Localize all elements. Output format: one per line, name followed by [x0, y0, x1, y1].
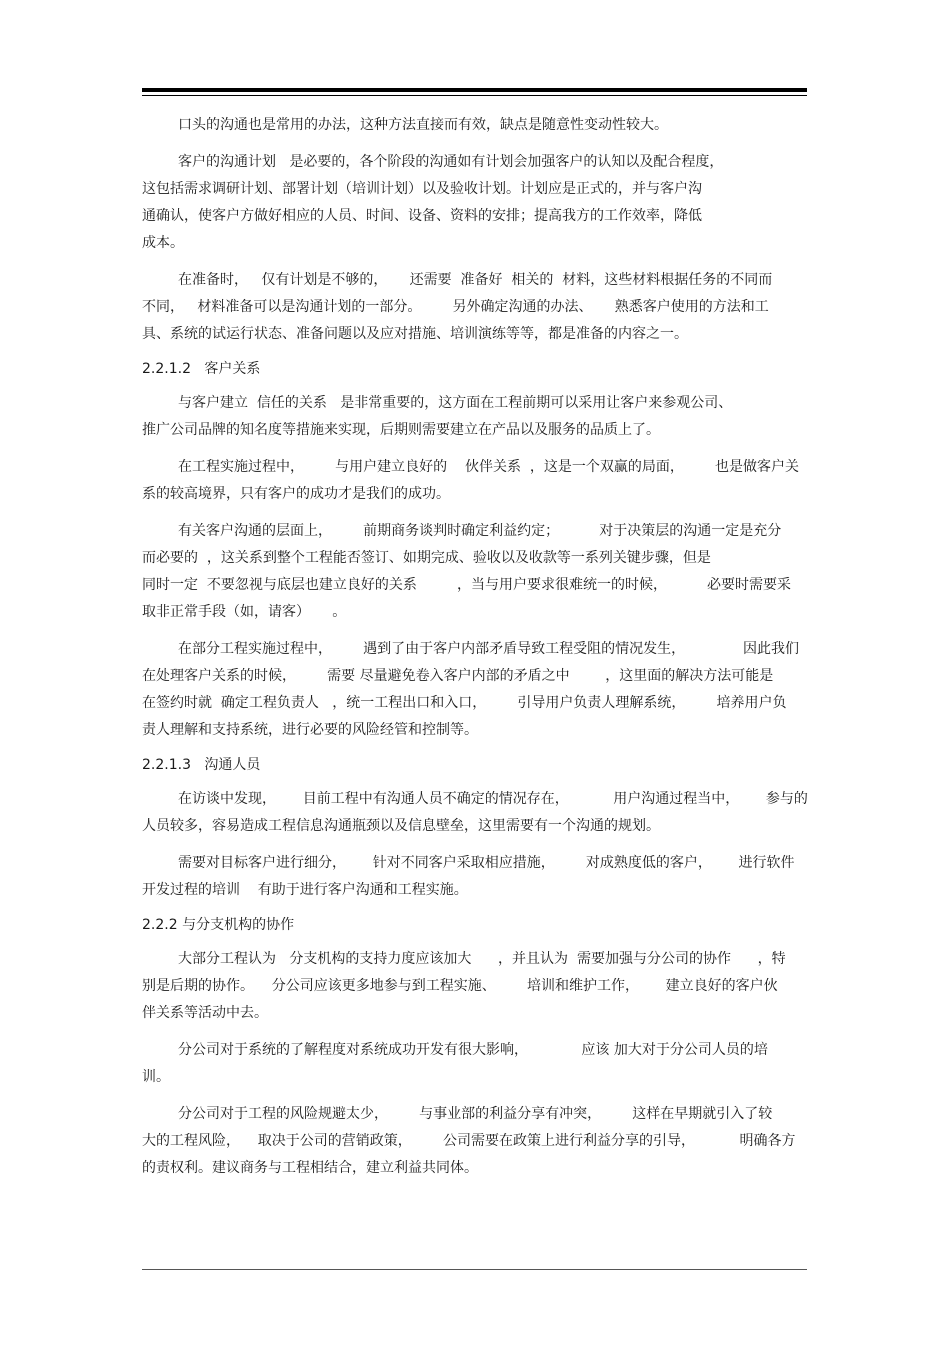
paragraph	[142, 636, 807, 744]
paragraph	[142, 390, 807, 444]
paragraph-line: 别是后期的协作。 分公司应该更多地参与到工程实施、 培训和维护工作， 建立良好的客户伙	[142, 978, 778, 994]
paragraph	[142, 149, 807, 257]
paragraph-line: 有关客户沟通的层面上， 前期商务谈判时确定利益约定； 对于决策层的沟通一定是充分	[178, 523, 782, 539]
paragraph-line: 分公司对于系统的了解程度对系统成功开发有很大影响， 应该 加大对于分公司人员的培	[178, 1042, 768, 1058]
paragraph-line: 取非正常手段（如，请客） 。	[142, 604, 347, 620]
paragraph-line: 在工程实施过程中， 与用户建立良好的 伙伴关系 ，这是一个双赢的局面， 也是做客户关	[178, 459, 800, 475]
section-heading: 2.2.2 与分支机构的协作	[142, 917, 295, 933]
paragraph	[142, 267, 807, 348]
paragraph-line: 大部分工程认为 分支机构的支持力度应该加大 ，并且认为 需要加强与分公司的协作 ，特	[178, 951, 786, 967]
header-rule-thin	[142, 95, 807, 96]
paragraph-line: 这包括需求调研计划、部署计划（培训计划）以及验收计划。计划应是正式的，并与客户沟	[142, 181, 702, 197]
paragraph-line: 开发过程的培训 有助于进行客户沟通和工程实施。	[142, 882, 468, 898]
paragraph-line: 不同， 材料准备可以是沟通计划的一部分。 另外确定沟通的办法、 熟悉客户使用的方法和工	[142, 299, 769, 315]
paragraph	[142, 1101, 807, 1182]
paragraph-line: 在处理客户关系的时候， 需要 尽量避免卷入客户内部的矛盾之中 ，这里面的解决方法可能是	[142, 668, 774, 684]
paragraph-line: 的责权利。建议商务与工程相结合，建立利益共同体。	[142, 1160, 478, 1176]
paragraph-line: 在准备时， 仅有计划是不够的， 还需要 准备好 相关的 材料，这些材料根据任务的不同而	[178, 272, 773, 288]
paragraph-line: 而必要的 ，这关系到整个工程能否签订、如期完成、验收以及收款等一系列关键步骤，但是	[142, 550, 711, 566]
footer-rule	[142, 1269, 807, 1270]
document-body	[142, 112, 807, 1192]
paragraph-line: 分公司对于工程的风险规避太少， 与事业部的利益分享有冲突， 这样在早期就引入了较	[178, 1106, 773, 1122]
paragraph-line: 成本。	[142, 235, 184, 251]
paragraph	[142, 518, 807, 626]
paragraph-line: 通确认，使客户方做好相应的人员、时间、设备、资料的安排；提高我方的工作效率，降低	[142, 208, 702, 224]
paragraph	[142, 112, 807, 139]
paragraph-line: 在访谈中发现， 目前工程中有沟通人员不确定的情况存在， 用户沟通过程当中， 参与的	[178, 791, 808, 807]
paragraph-line: 大的工程风险， 取决于公司的营销政策， 公司需要在政策上进行利益分享的引导， 明确各方	[142, 1133, 796, 1149]
paragraph-line: 训。	[142, 1069, 170, 1085]
paragraph-line: 口头的沟通也是常用的办法，这种方法直接而有效，缺点是随意性变动性较大。	[178, 117, 668, 133]
paragraph-line: 系的较高境界，只有客户的成功才是我们的成功。	[142, 486, 450, 502]
paragraph-line: 推广公司品牌的知名度等措施来实现，后期则需要建立在产品以及服务的品质上了。	[142, 422, 660, 438]
header-rule-thick	[142, 88, 807, 92]
paragraph	[142, 850, 807, 904]
paragraph-line: 具、系统的试运行状态、准备问题以及应对措施、培训演练等等，都是准备的内容之一。	[142, 326, 688, 342]
paragraph-line: 同时一定 不要忽视与底层也建立良好的关系 ，当与用户要求很难统一的时候， 必要时需要采	[142, 577, 792, 593]
paragraph-line: 客户的沟通计划 是必要的，各个阶段的沟通如有计划会加强客户的认知以及配合程度，	[178, 154, 724, 170]
paragraph-line: 与客户建立 信任的关系 是非常重要的，这方面在工程前期可以采用让客户来参观公司、	[178, 395, 733, 411]
paragraph-line: 需要对目标客户进行细分， 针对不同客户采取相应措施， 对成熟度低的客户， 进行软件	[178, 855, 795, 871]
paragraph	[142, 786, 807, 840]
paragraph	[142, 946, 807, 1027]
section-heading: 2.2.1.3 沟通人员	[142, 757, 261, 773]
paragraph	[142, 454, 807, 508]
paragraph	[142, 1037, 807, 1091]
paragraph-line: 伴关系等活动中去。	[142, 1005, 268, 1021]
paragraph-line: 责人理解和支持系统，进行必要的风险经管和控制等。	[142, 722, 478, 738]
paragraph-line: 在签约时就 确定工程负责人 ，统一工程出口和入口， 引导用户负责人理解系统， 培养用户负	[142, 695, 787, 711]
section-heading: 2.2.1.2 客户关系	[142, 361, 261, 377]
paragraph-line: 人员较多，容易造成工程信息沟通瓶颈以及信息壁垒，这里需要有一个沟通的规划。	[142, 818, 660, 834]
paragraph-line: 在部分工程实施过程中， 遇到了由于客户内部矛盾导致工程受阻的情况发生， 因此我们	[178, 641, 800, 657]
